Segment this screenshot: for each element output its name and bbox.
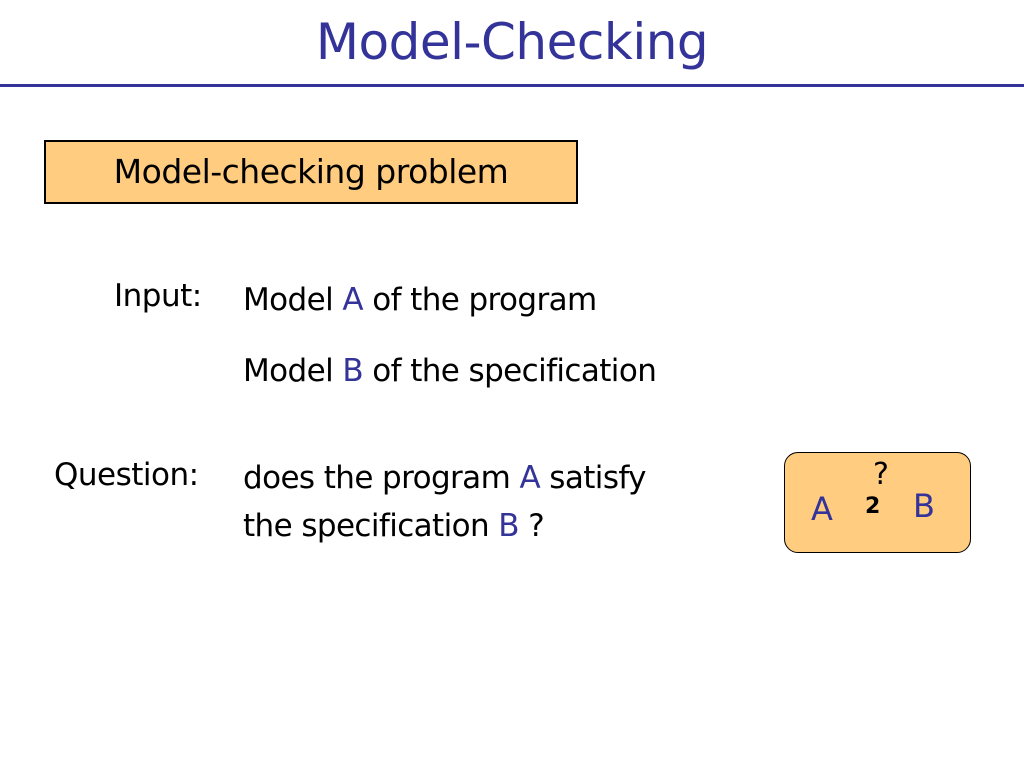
- relation-question-mark: ?: [873, 457, 889, 492]
- input-line1-text-after: of the program: [362, 282, 597, 318]
- input-line1-variable: A: [342, 282, 363, 318]
- input-label: Input:: [114, 278, 202, 314]
- input-line2-text-before: Model: [243, 353, 343, 389]
- problem-heading-box: [44, 140, 578, 204]
- input-line2-text-after: of the specification: [363, 353, 657, 389]
- question-line1-text-after: satisfy: [540, 460, 646, 496]
- relation-operator-symbol: 2: [865, 494, 881, 519]
- input-line1-text-before: Model: [243, 282, 343, 318]
- relation-left-model: A: [811, 490, 833, 528]
- question-line-2: [243, 506, 544, 546]
- question-line2-text-after: ?: [518, 508, 545, 544]
- title-underline: [0, 84, 1024, 87]
- input-line-model-a: [243, 280, 597, 320]
- question-line1-text-before: does the program: [243, 460, 520, 496]
- input-line2-variable: B: [342, 353, 364, 389]
- question-line-1: [243, 458, 646, 498]
- relation-right-model: B: [913, 487, 935, 525]
- question-line2-variable: B: [498, 508, 519, 544]
- question-line2-text-before: the specification: [243, 508, 499, 544]
- question-label: Question:: [54, 457, 199, 493]
- question-line1-variable: A: [519, 460, 541, 496]
- slide-title: Model-Checking: [315, 13, 709, 71]
- problem-heading: Model-checking problem: [113, 152, 509, 191]
- relation-box: [784, 452, 971, 553]
- input-line-model-b: [243, 351, 656, 391]
